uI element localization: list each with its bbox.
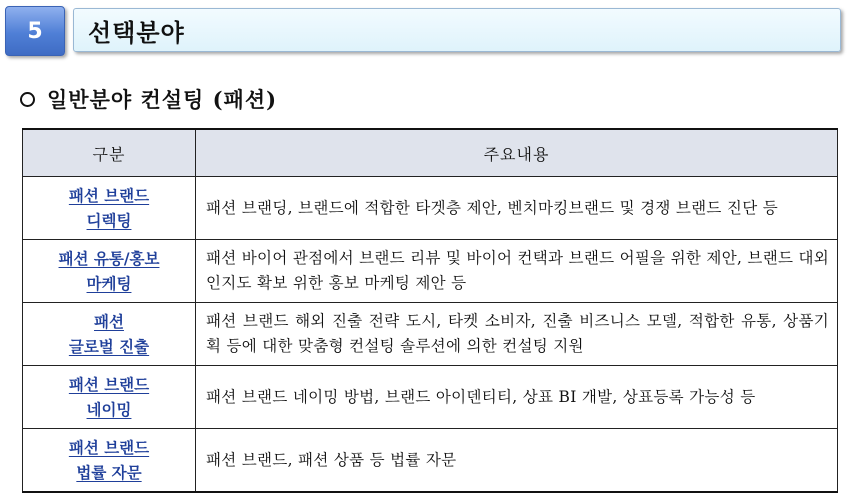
category-line: 네이밍	[86, 400, 132, 419]
category-link-brand-naming[interactable]	[23, 366, 196, 429]
category-line: 패션	[94, 312, 124, 331]
column-header-content: 주요내용	[196, 129, 838, 177]
category-link-global-expansion[interactable]	[23, 303, 196, 366]
content-cell: 패션 브랜드 네이밍 방법, 브랜드 아이덴티티, 상표 BI 개발, 상표등록 가능성 등	[196, 366, 838, 429]
category-line: 패션 유통/홍보	[58, 249, 160, 268]
category-line: 패션 브랜드	[68, 375, 150, 394]
category-line: 글로벌 진출	[68, 337, 150, 356]
table-row	[23, 240, 838, 303]
section-header	[5, 6, 843, 56]
table-row	[23, 303, 838, 366]
table-row	[23, 177, 838, 240]
category-line: 디렉팅	[86, 211, 132, 230]
category-line: 패션 브랜드	[68, 438, 150, 457]
table-header-row	[23, 129, 838, 177]
category-link-distribution-marketing[interactable]	[23, 240, 196, 303]
table-row	[23, 429, 838, 493]
column-header-category: 구분	[23, 129, 196, 177]
subheading	[20, 84, 277, 114]
consulting-table	[22, 128, 838, 493]
content-cell: 패션 브랜드, 패션 상품 등 법률 자문	[196, 429, 838, 493]
content-cell: 패션 브랜딩, 브랜드에 적합한 타겟층 제안, 벤치마킹브랜드 및 경쟁 브랜드 진단 등	[196, 177, 838, 240]
table-row	[23, 366, 838, 429]
content-cell: 패션 브랜드 해외 진출 전략 도시, 타켓 소비자, 진출 비즈니스 모델, 적합한 유통, 상품기획 등에 대한 맞춤형 컨설팅 솔루션에 의한 컨설팅 지원	[196, 303, 838, 366]
category-line: 마케팅	[86, 274, 132, 293]
section-number-badge: 5	[5, 6, 65, 56]
content-cell: 패션 바이어 관점에서 브랜드 리뷰 및 바이어 컨택과 브랜드 어필을 위한 제안, 브랜드 대외 인지도 확보 위한 홍보 마케팅 제안 등	[196, 240, 838, 303]
category-line: 법률 자문	[76, 463, 142, 482]
category-line: 패션 브랜드	[68, 186, 150, 205]
category-link-legal-advice[interactable]	[23, 429, 196, 493]
category-link-brand-directing[interactable]	[23, 177, 196, 240]
section-title: 선택분야	[73, 8, 841, 52]
circle-bullet-icon	[20, 92, 35, 107]
subheading-text: 일반분야 컨설팅 (패션)	[47, 87, 278, 112]
